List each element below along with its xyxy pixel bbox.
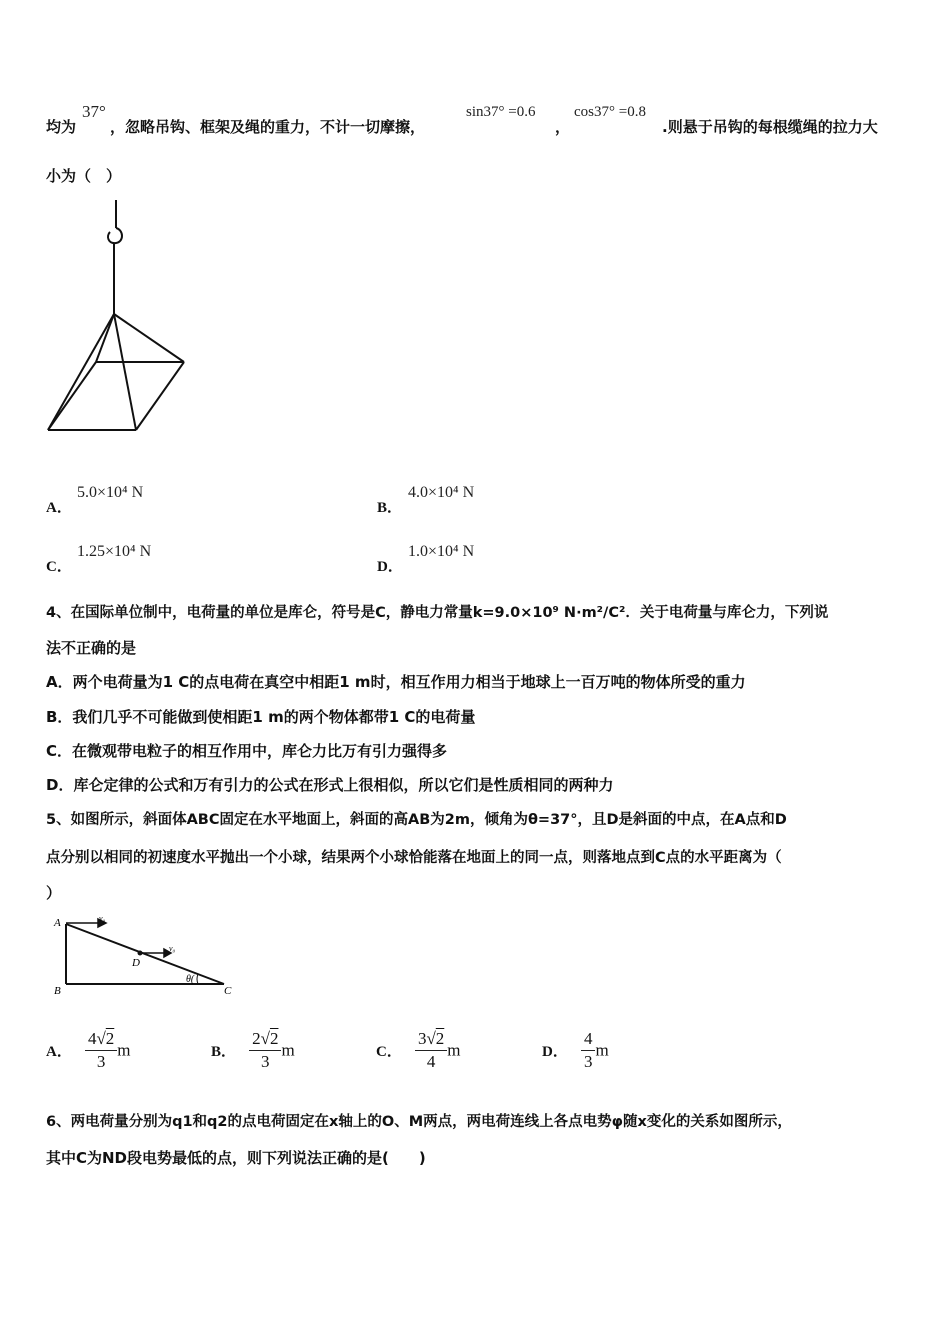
hook-frame-figure xyxy=(44,196,194,438)
q3-stem-line1-a: 均为 xyxy=(46,118,77,136)
q4-option-c: C．在微观带电粒子的相互作用中，库仑力比万有引力强得多 xyxy=(46,742,448,760)
q5-option-b-label: B． xyxy=(211,1044,237,1060)
q3-stem-line1-c: .则悬于吊钩的每根缆绳的拉力大 xyxy=(662,118,878,136)
q5-option-a-label: A． xyxy=(46,1044,72,1060)
q6-stem-line1: 6、两电荷量分别为q1和q2的点电荷固定在x轴上的O、M两点，两电荷连线上各点电势φ随x变化的关系如图所示， xyxy=(46,1114,792,1130)
q4-stem-line2: 法不正确的是 xyxy=(46,639,137,657)
label-theta: θ( xyxy=(186,974,195,985)
q5-option-d-fraction: $\frac{4}{3}$ xyxy=(581,1028,596,1073)
q5-stem-line1: 5、如图所示，斜面体ABC固定在水平地面上，斜面的高AB为2m，倾角为θ=37°，且D是斜面的中点，在A点和D xyxy=(46,812,787,828)
q3-stem-line2: 小为（ ） xyxy=(46,167,122,185)
label-a: A xyxy=(54,917,61,929)
q5-option-a: A． $\frac{4√2}{3}$ m xyxy=(46,1029,131,1071)
label-v0-mid: v₀ xyxy=(169,944,176,953)
q3-option-a-label: A． xyxy=(46,500,72,516)
q4-option-a: A．两个电荷量为1 C的点电荷在真空中相距1 m时，相互作用力相当于地球上一百万吨的物体所受的重力 xyxy=(46,673,746,691)
q5-option-c-label: C． xyxy=(376,1044,402,1060)
q3-option-d-label: D． xyxy=(377,559,403,575)
label-d: D xyxy=(132,957,140,969)
q5-option-c-fraction: $\frac{3√2}{4}$ xyxy=(415,1028,447,1073)
q3-option-b-label: B． xyxy=(377,500,403,516)
q5-option-d: D． $\frac{4}{3}$ m xyxy=(542,1029,609,1071)
q4-option-b: B．我们几乎不可能做到使相距1 m的两个物体都带1 C的电荷量 xyxy=(46,708,476,726)
q5-option-d-label: D． xyxy=(542,1044,568,1060)
q3-option-a-value: 5.0×10⁴ N xyxy=(77,484,144,501)
q4-stem-line1: 4、在国际单位制中，电荷量的单位是库仑，符号是C，静电力常量k=9.0×10⁹ N·m²/C²．关于电荷量与库仑力，下列说 xyxy=(46,605,829,621)
q3-cos-expr: cos37° =0.8 xyxy=(574,104,646,120)
label-c: C xyxy=(224,985,232,997)
q3-option-c-value: 1.25×10⁴ N xyxy=(77,543,152,560)
q5-option-b-fraction: $\frac{2√2}{3}$ xyxy=(249,1028,281,1073)
q5-stem-line2: 点分别以相同的初速度水平抛出一个小球，结果两个小球恰能落在地面上的同一点，则落地点到C点的水平距离为（ xyxy=(46,850,782,866)
label-v0-top: v₀ xyxy=(99,914,106,923)
incline-figure xyxy=(50,912,240,998)
q3-option-b-value: 4.0×10⁴ N xyxy=(408,484,475,501)
q3-stem-line1-b: ，忽略吊钩、框架及绳的重力，不计一切摩擦， xyxy=(110,118,426,136)
q3-option-d-value: 1.0×10⁴ N xyxy=(408,543,475,560)
q5-option-a-fraction: $\frac{4√2}{3}$ xyxy=(85,1028,117,1073)
q6-stem-line2: 其中C为ND段电势最低的点，则下列说法正确的是( ) xyxy=(46,1149,426,1167)
q3-comma: ， xyxy=(555,118,571,136)
q5-option-b: B． $\frac{2√2}{3}$ m xyxy=(211,1029,295,1071)
q3-sin-expr: sin37° =0.6 xyxy=(466,104,536,120)
q5-stem-line3: ） xyxy=(46,884,62,902)
q3-option-c-label: C． xyxy=(46,559,72,575)
label-b: B xyxy=(54,985,61,997)
q5-option-c: C． $\frac{3√2}{4}$ m xyxy=(376,1029,461,1071)
q4-option-d: D．库仑定律的公式和万有引力的公式在形式上很相似，所以它们是性质相同的两种力 xyxy=(46,776,614,794)
q3-angle: 37° xyxy=(82,102,106,121)
